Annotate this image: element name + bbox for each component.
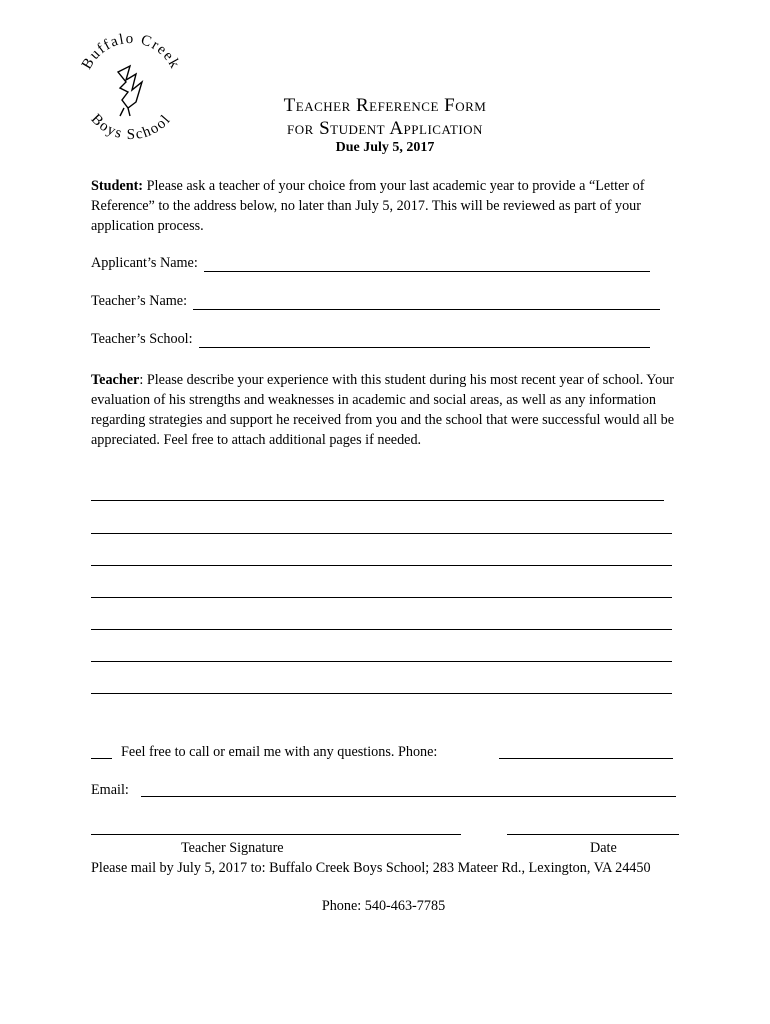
teacher-name-label: Teacher’s Name: — [91, 293, 188, 309]
teacher-text: : Please describe your experience with this student during his most recent year of school. Your evaluation of his strengths and weaknesses in academic and social areas, as well as any information regarding strategies and support he received from you and the school that were successful would all be appreciated. Feel free to attach additional pages if needed. — [91, 372, 675, 448]
response-line[interactable] — [91, 597, 672, 598]
response-line[interactable] — [91, 533, 672, 534]
student-label: Student: — [91, 178, 144, 194]
applicant-name-label: Applicant’s Name: — [91, 255, 198, 271]
phone-line[interactable] — [499, 758, 673, 759]
date-label: Date — [590, 840, 617, 856]
response-line[interactable] — [91, 629, 672, 630]
contact-checkbox-line[interactable] — [91, 758, 112, 759]
school-phone: Phone: 540-463-7785 — [321, 898, 446, 914]
teacher-school-label: Teacher’s School: — [91, 331, 193, 347]
school-logo — [70, 28, 192, 150]
applicant-name-field[interactable] — [91, 255, 650, 272]
form-title-line1: Teacher Reference Form — [283, 95, 487, 116]
logo-text-bottom: Boys School — [87, 111, 175, 144]
email-line[interactable] — [141, 796, 676, 797]
student-instructions — [91, 176, 691, 236]
date-line[interactable] — [507, 834, 679, 835]
due-date: Due July 5, 2017 — [335, 140, 435, 155]
signature-line[interactable] — [91, 834, 461, 835]
response-line[interactable] — [91, 500, 664, 501]
contact-text: Feel free to call or email me with any questions. Phone: — [121, 744, 438, 760]
applicant-name-line[interactable] — [204, 257, 650, 272]
teacher-name-field[interactable] — [91, 293, 660, 310]
teacher-school-field[interactable] — [91, 331, 650, 348]
response-line[interactable] — [91, 693, 672, 694]
signature-label: Teacher Signature — [181, 840, 284, 856]
email-label: Email: — [91, 782, 129, 798]
bird-icon — [118, 66, 142, 116]
teacher-instructions — [91, 370, 686, 450]
teacher-name-line[interactable] — [193, 295, 660, 310]
logo-text-top: Buffalo Creek — [78, 30, 184, 73]
mailing-instructions: Please mail by July 5, 2017 to: Buffalo Creek Boys School; 283 Mateer Rd., Lexington, VA 24450 — [91, 860, 651, 876]
form-title-line2: for Student Application — [287, 118, 483, 139]
student-text: Please ask a teacher of your choice from your last academic year to provide a “Letter of Reference” to the address below, no later than July 5, 2017. This will be reviewed as part of your application process. — [91, 178, 645, 234]
response-line[interactable] — [91, 661, 672, 662]
teacher-school-line[interactable] — [199, 333, 650, 348]
teacher-label: Teacher — [91, 372, 140, 388]
response-line[interactable] — [91, 565, 672, 566]
